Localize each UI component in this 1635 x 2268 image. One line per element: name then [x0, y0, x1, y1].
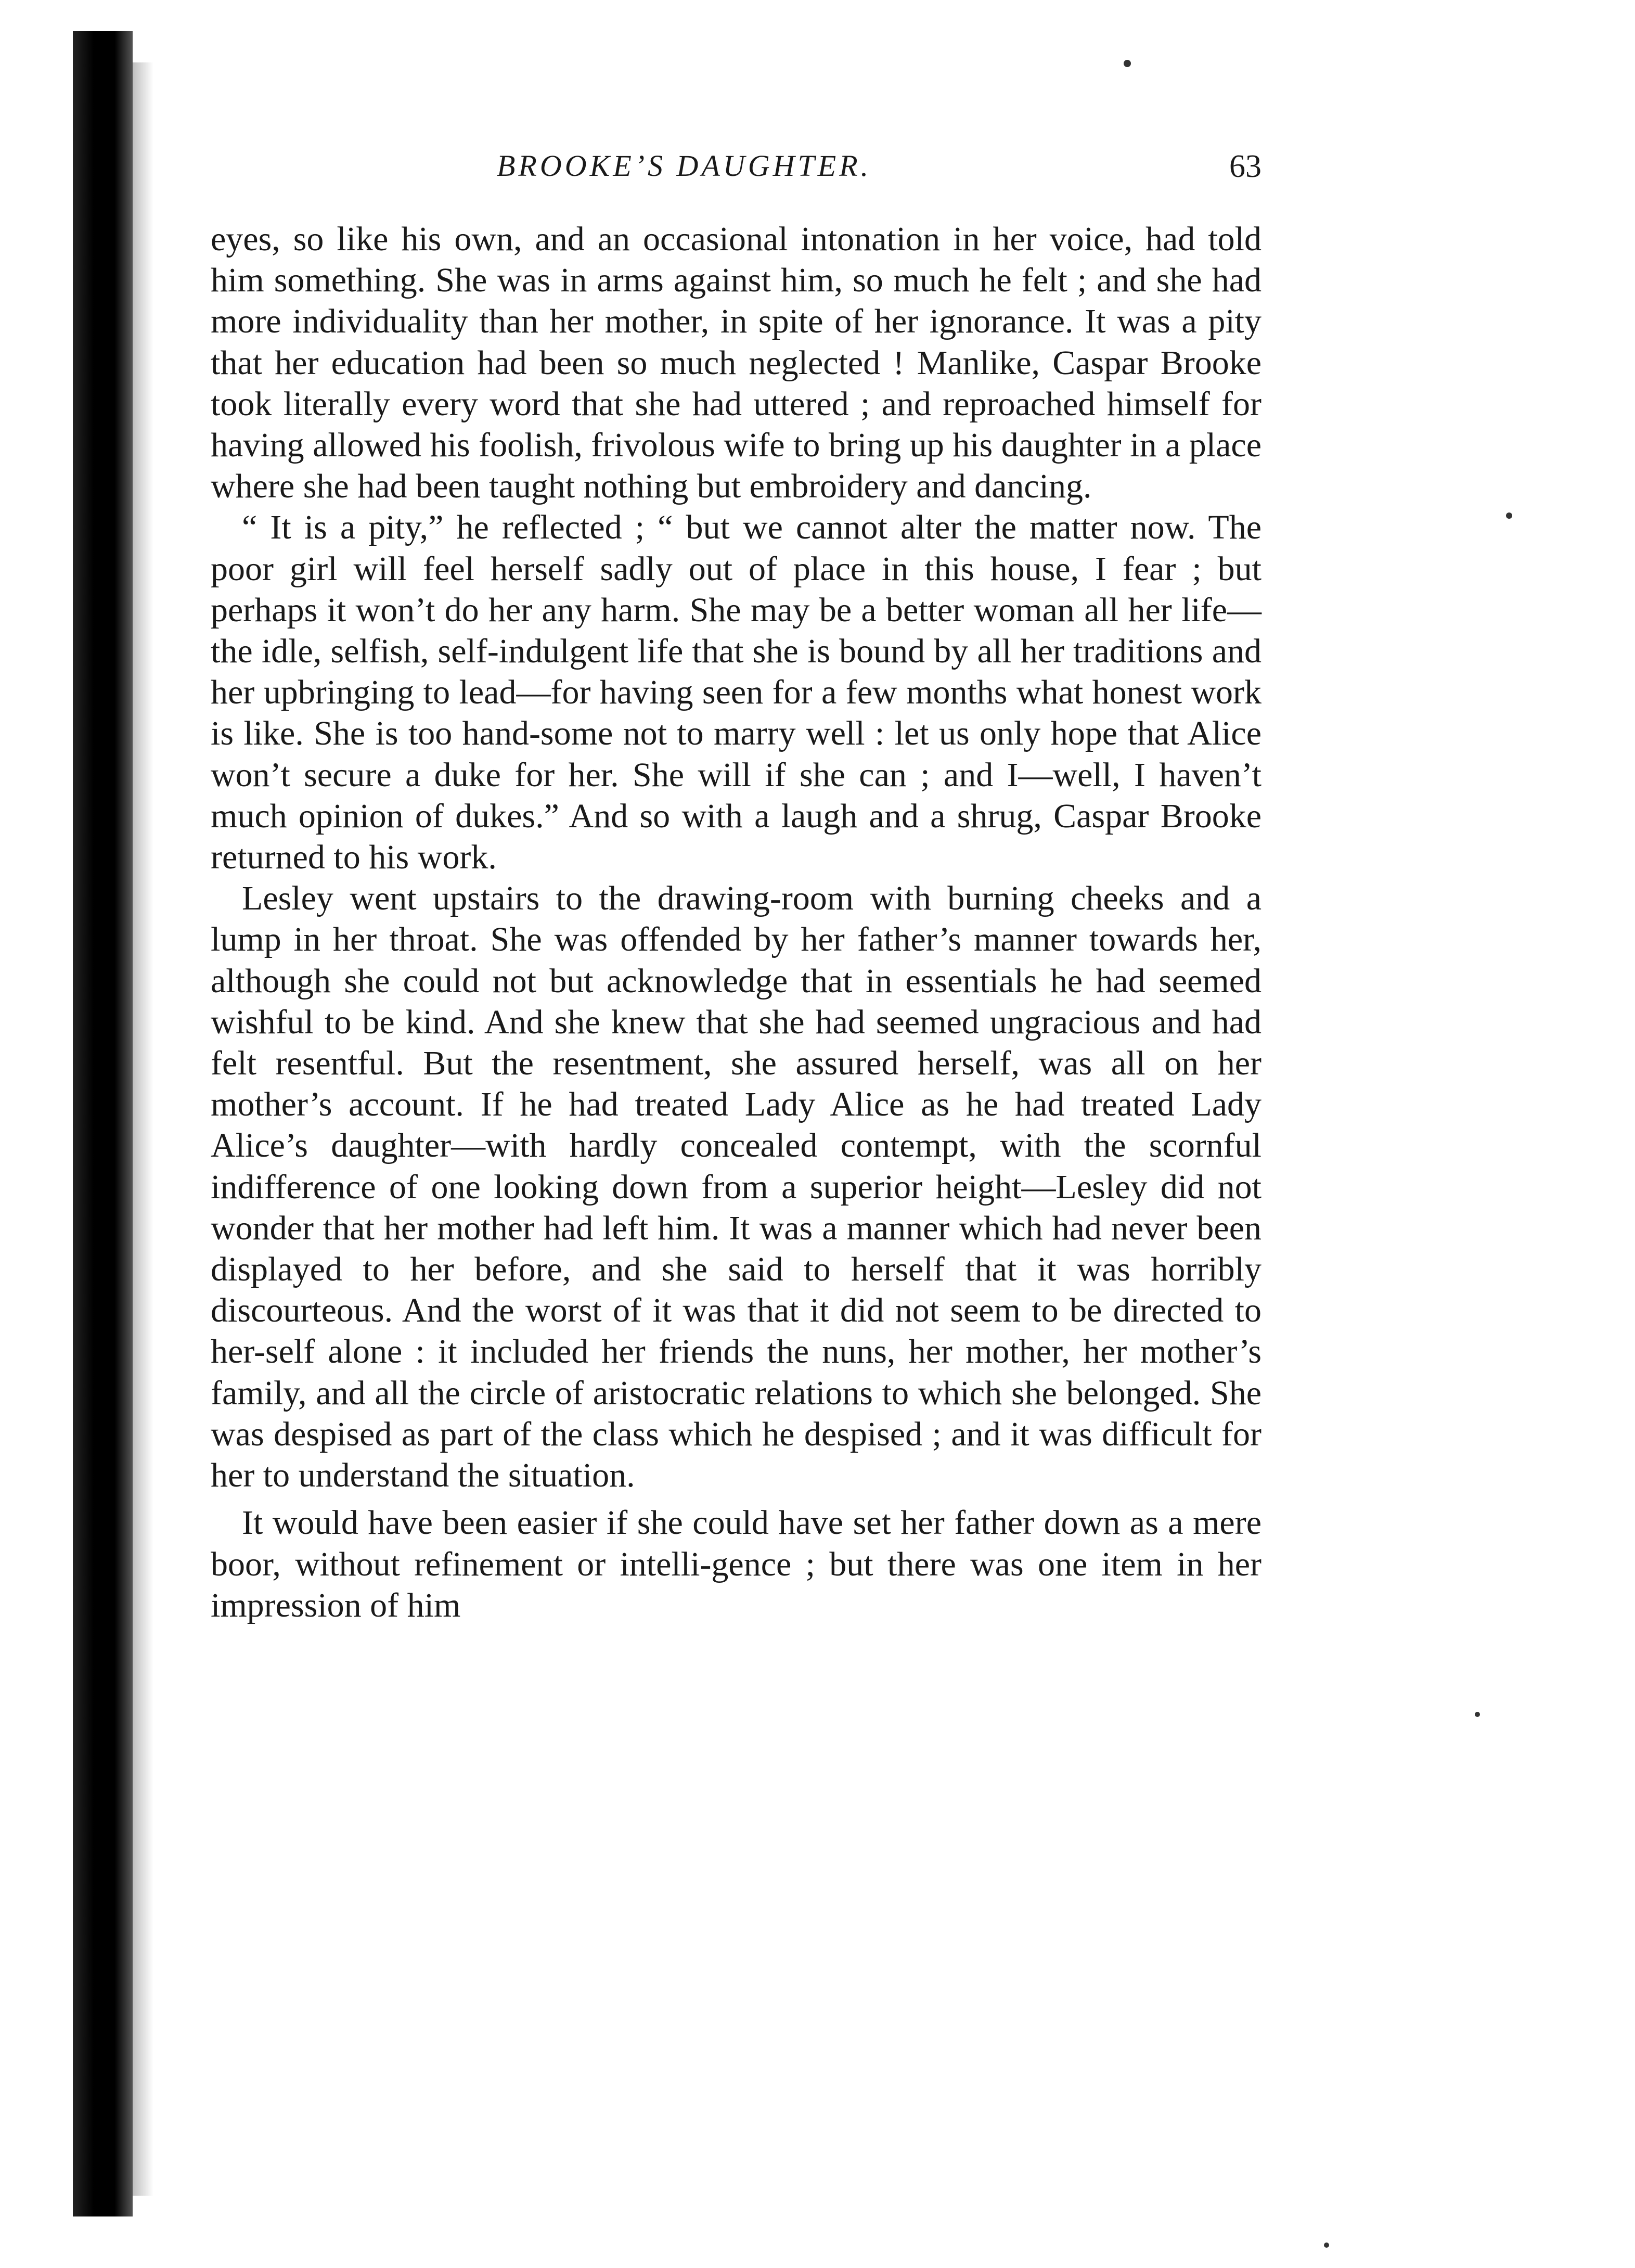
book-binding-edge	[73, 31, 133, 2216]
page-number: 63	[1229, 149, 1261, 184]
paragraph-4: It would have been easier if she could have set her father down as a mere boor, without refinement or intelli-gence ; but there was one item in her impression of him	[211, 1504, 1261, 1624]
paragraph-1: eyes, so like his own, and an occasional intonation in her voice, had told him something. She was in arms against him, so much he felt ; and she had more individuality than her mother, in spite of her ignorance. It was a pity that her education had been so much neglected ! Manlike, Caspar Brooke took literally every word that she had uttered ; and reproached himself for having allowed his foolish, frivolous wife to bring up his daughter in a place where she had been taught nothing but embroidery and dancing.	[211, 220, 1261, 506]
book-page	[211, 148, 1261, 1626]
scan-speck	[1324, 2243, 1329, 2248]
paragraph-2: “ It is a pity,” he reflected ; “ but we cannot alter the matter now. The poor girl will feel herself sadly out of place in this house, I fear ; but perhaps it won’t do her any harm. She may be a better woman all her life—the idle, selfish, self-indulgent life that she is bound by all her traditions and her upbringing to lead—for having seen for a few months what honest work is like. She is too hand-some not to marry well : let us only hope that Alice won’t secure a duke for her. She will if she can ; and I—well, I haven’t much opinion of dukes.” And so with a laugh and a shrug, Caspar Brooke returned to his work.	[211, 508, 1261, 877]
body-text	[211, 219, 1261, 1626]
running-head	[211, 148, 1261, 206]
running-title: BROOKE’S DAUGHTER.	[497, 149, 872, 183]
scan-speck	[1124, 60, 1131, 67]
scan-speck	[1475, 1712, 1480, 1717]
binding-shadow	[133, 62, 153, 2196]
scan-speck	[1506, 512, 1512, 519]
paragraph-3: Lesley went upstairs to the drawing-room with burning cheeks and a lump in her throat. She was offended by her father’s manner towards her, although she could not but acknowledge that in essentials he had seemed wishful to be kind. And she knew that she had seemed ungracious and had felt resentful. But the resentment, she assured herself, was all on her mother’s account. If he had treated Lady Alice as he had treated Lady Alice’s daughter—with hardly concealed contempt, with the scornful indifference of one looking down from a superior height—Lesley did not wonder that her mother had left him. It was a manner which had never been displayed to her before, and she said to herself that it was horribly discourteous. And the worst of it was that it did not seem to be directed to her-self alone : it included her friends the nuns, her mother, her mother’s family, and all the circle of aristocratic relations to which she belonged. She was despised as part of the class which he despised ; and it was difficult for her to understand the situation.	[211, 879, 1261, 1495]
